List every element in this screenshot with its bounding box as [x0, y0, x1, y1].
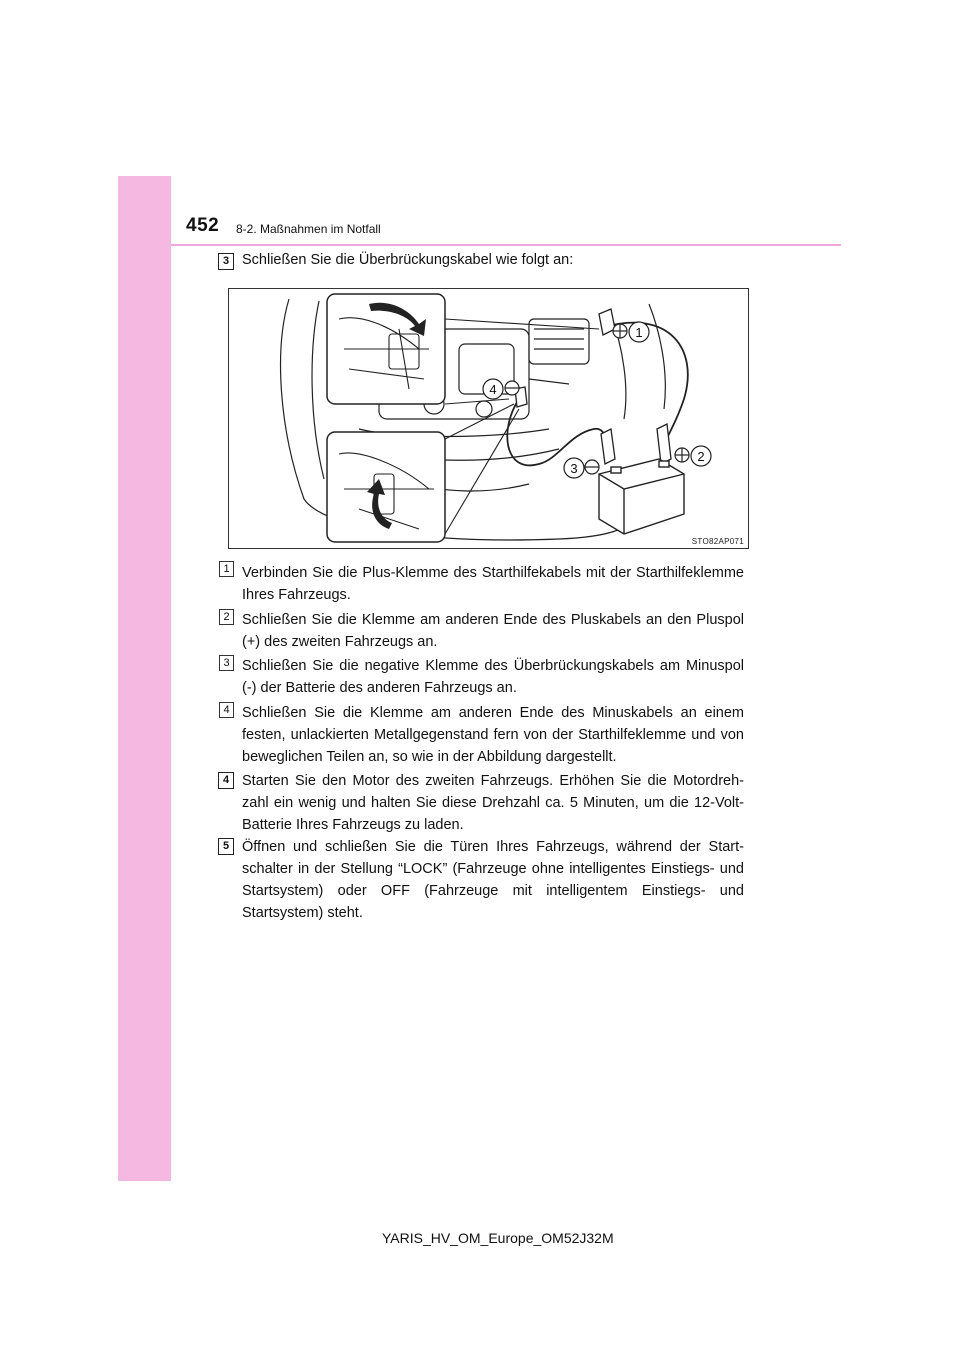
- jump-start-illustration: [228, 288, 749, 549]
- step-3-text: Schließen Sie die Überbrückungskabel wie folgt an:: [242, 252, 574, 268]
- substep-badge-1: 1: [219, 561, 234, 577]
- callout-1: 1: [635, 325, 643, 340]
- substep-badge-4: 4: [219, 702, 234, 718]
- chapter-title: 8-2. Maßnahmen im Notfall: [236, 222, 381, 236]
- step-badge-4: 4: [218, 772, 234, 789]
- side-color-band: [118, 176, 171, 1181]
- step-5-text: Öffnen und schließen Sie die Türen Ihres Fahrzeugs, während der Startschalter in der Stellung “LOCK” (Fahrzeuge ohne intelligentes Einstiegs- und Startsystem) oder OFF (Fahrzeuge mit intelligentem Einstiegs- und Startsystem) steht.: [242, 839, 744, 921]
- engine-bay-drawing: [229, 289, 749, 549]
- substep-badge-2: 2: [219, 609, 234, 625]
- figure-code: STO82AP071: [691, 537, 744, 546]
- callout-2: 2: [697, 449, 705, 464]
- substep-badge-3: 3: [219, 655, 234, 671]
- substep-2-text: Schließen Sie die Klemme am anderen Ende des Pluskabels an den Pluspol (+) des zweiten Fahrzeugs an.: [242, 612, 744, 650]
- substep-3-text: Schließen Sie die negative Klemme des Überbrückungskabels am Minuspol (-) der Batterie des anderen Fahrzeugs an.: [242, 658, 744, 696]
- step-badge-3: 3: [218, 253, 234, 270]
- step-4-text: Starten Sie den Motor des zweiten Fahrzeugs. Erhöhen Sie die Motordrehzahl ein wenig und halten Sie diese Drehzahl ca. 5 Minuten, um die 12-Volt-Batterie Ihres Fahrzeugs zu laden.: [242, 773, 744, 833]
- page-number: 452: [186, 215, 220, 236]
- callout-3: 3: [570, 461, 578, 476]
- step-badge-5: 5: [218, 838, 234, 855]
- footer-doc-id: YARIS_HV_OM_Europe_OM52J32M: [382, 1230, 614, 1246]
- substep-1-text: Verbinden Sie die Plus-Klemme des Starthilfekabels mit der Starthilfeklemme Ihres Fahrzeugs.: [242, 565, 744, 603]
- header-rule: [171, 244, 841, 246]
- callout-4: 4: [489, 382, 497, 397]
- substep-4-text: Schließen Sie die Klemme am anderen Ende des Minuskabels an einem festen, unlackierten Metallgegenstand fern von der Starthilfeklemme und von beweglichen Teilen an, so wie in der Abbildung dargestellt.: [242, 705, 744, 765]
